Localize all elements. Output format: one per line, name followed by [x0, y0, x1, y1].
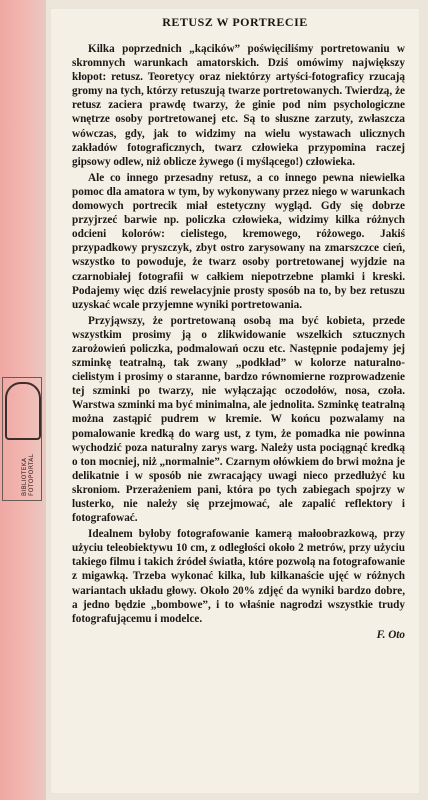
article-paragraph: Kilka poprzednich „kącików” poświęciliśmy portretowaniu w skromnych warunkach amatorskich. Dziś omówimy największy kłopot: retusz. Teoretycy oraz niektórzy artyści-fotograficy rzucają gromy na tych, którzy retuszują twarze portretowanych. Twierdzą, że retusz zaciera prawdę twarzy, że ginie pod nim psychologiczne wnętrze osoby portretowanej etc. Są to słuszne zarzuty, zwłaszcza wówczas, gdy, jak to widzimy na wielu wystawach ulicznych zakładów fotograficznych, twarz człowieka przypomina raczej gipsowy odlew, niż oblicze żywego (i myślącego!) człowieka. — [72, 43, 405, 168]
newspaper-clipping — [50, 8, 420, 794]
article-paragraph: Ale co innego przesadny retusz, a co innego pewna niewielka pomoc dla amatora w tym, by wykonywany przez niego w warunkach domowych portrecik miał estetyczny wygląd. Gdy się dobrze przyjrzeć barwie np. policzka człowieka, widzimy kilka różnych odcieni kolorów: cielistego, kremowego, różowego. Jakiś przypadkowy pryszczyk, zbyt ostro zarysowany na zmarszczce cień, wszystko to powoduje, że twarz osoby portretowanej wyjdzie na czarnobiałej fotografii w całkiem niepotrzebne plamki i kreski. Podajemy więc dziś rewelacyjnie prosty sposób na to, by bez retuszu uzyskać wcale przyjemne wyniki portretowania. — [72, 171, 405, 311]
author-signature: F. Oto — [376, 628, 405, 641]
library-stamp-text: BIBLIOTEKA FOTOPORTAL — [21, 453, 35, 496]
library-stamp — [2, 377, 42, 501]
article-paragraph: Idealnem byłoby fotografowanie kamerą małoobrazkową, przy użyciu teleobiektywu 10 cm, z odległości około 2 metrów, przy użyciu takiego filmu i takich źródeł światła, które pozwolą na fotografowanie z migawką. Trzeba wykonać kilka, lub kilkanaście ujęć w różnych wariantach układu głowy. Około 20% zdjęć da wyniki bardzo dobre, a jedno będzie „bombowe”, i to właśnie nagrodzi wszystkie trudy fotografującemu i modelce. — [72, 528, 405, 625]
article-body — [72, 42, 405, 642]
article-paragraph: Przyjąwszy, że portretowaną osobą ma być kobieta, przede wszystkim prosimy ją o zlikwidowanie wszelkich sztucznych zarożowień policzka, podmalowań oczu etc. Następnie podajemy jej szminkę teatralną, tak zwany „podkład” w kolorze naturalno-cielistym i prosimy o staranne, bardzo równomierne rozprowadzenie tej szminki po twarzy, nie wyłączając oczodołów, nosa, czoła. Warstwa szminki ma być minimalna, ale jednolita. Szminkę teatralną można zastąpić pudrem w kremie. W końcu pozwalamy na pomalowanie kredką do warg ust, z tym, że pomadka nie powinna wychodzić poza naturalny zarys warg. Należy usta pociągnąć kredką o ton mocniej, niż „normalnie”. Czarnym ołówkiem do brwi można je delikatnie i w sposób nie zwracający uwagi nieco przedłużyć ku skroniom. Przerażeniem pani, która po tych zabiegach spojrzy w lusterko, nie należy się przejmować, ale zapalić reflektory i fotografować. — [72, 314, 405, 525]
library-logo-icon — [5, 382, 41, 440]
article-title: RETUSZ W PORTRECIE — [162, 15, 308, 29]
red-binding-strip — [0, 0, 46, 800]
